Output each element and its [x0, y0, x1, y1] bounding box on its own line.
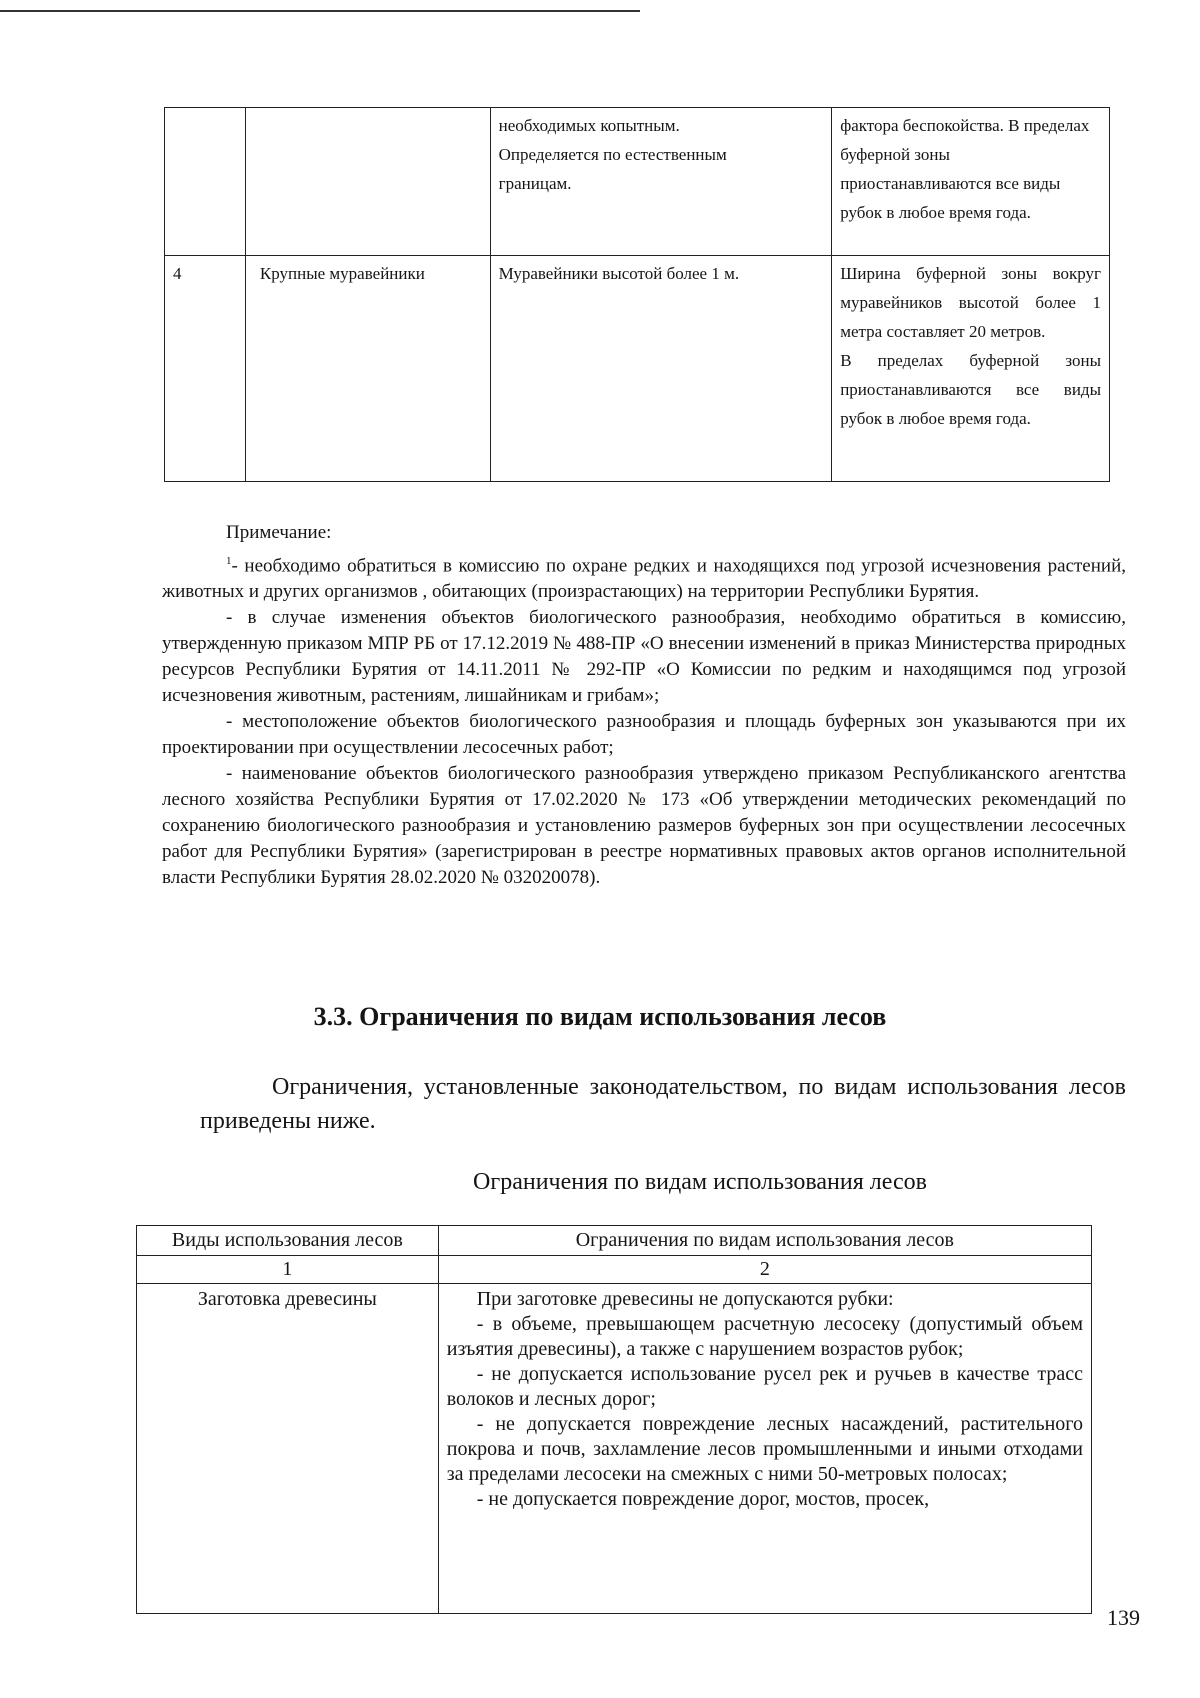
object-description: Муравейники высотой более 1 м. — [490, 256, 832, 482]
forest-use-restrictions-table — [136, 1225, 1092, 1614]
table-cell — [245, 108, 490, 256]
note-text: - необходимо обратиться в комиссию по охране редких и находящихся под угрозой исчезновения растений, животных и других организмов , обитающих (произрастающих) на территории Республики Бурятия. — [162, 555, 1126, 603]
restrictions — [438, 1284, 1091, 1614]
column-header: Ограничения по видам использования лесов — [438, 1226, 1091, 1256]
object-name: Крупные муравейники — [245, 256, 490, 482]
column-number-row — [137, 1256, 1092, 1284]
column-number: 1 — [137, 1256, 439, 1284]
table-cell — [165, 108, 246, 256]
column-header: Виды использования лесов — [137, 1226, 439, 1256]
table-cell: фактора беспокойства. В пределах буферной зоны приостанавливаются все виды рубок в любое время года. — [832, 108, 1110, 256]
cell-paragraph: В пределах буферной зоны приостанавливаются все виды рубок в любое время года. — [840, 351, 1101, 428]
page-number: 139 — [1107, 1605, 1140, 1630]
table-row — [165, 108, 1110, 256]
note-paragraph: - наименование объектов биологического разнообразия утверждено приказом Республиканского агентства лесного хозяйства Республики Бурятия от 17.02.2020 № 173 «Об утверждении методических рекомендаций по сохранению биологического разнообразия и установлению размеров буферных зон при осуществлении лесосечных работ для Республики Бурятия» (зарегистрирован в реестре нормативных правовых актов органов исполнительной власти Республики Бурятия 28.02.2020 № 032020078). — [162, 763, 1126, 889]
cell-line: Определяется по естественным — [498, 145, 727, 164]
restriction-line: - в объеме, превышающем расчетную лесосеку (допустимый объем изъятия древесины), а также с нарушением возрастов рубок; — [446, 1313, 1083, 1360]
table-title: Ограничения по видам использования лесов — [473, 1169, 927, 1195]
note-title: Примечание: — [226, 522, 332, 543]
restriction-line: - не допускается повреждение дорог, мостов, просек, — [476, 1488, 930, 1510]
row-number: 4 — [165, 256, 246, 482]
biodiversity-table — [164, 107, 1110, 482]
table-row — [137, 1284, 1092, 1614]
restriction-line: - не допускается использование русел рек и ручьев в качестве трасс волоков и лесных дорог; — [446, 1363, 1083, 1410]
scan-top-line — [0, 10, 640, 12]
cell-line: необходимых копытным. — [498, 116, 680, 135]
column-number: 2 — [438, 1256, 1091, 1284]
table-cell — [490, 108, 832, 256]
restriction-line: - не допускается повреждение лесных насаждений, растительного покрова и почв, захламление лесов промышленными и иными отходами за пределами лесосеки на смежных с ними 50-метровых полосах; — [446, 1413, 1083, 1485]
use-type: Заготовка древесины — [137, 1284, 439, 1614]
cell-line: границам. — [498, 174, 572, 193]
intro-paragraph: Ограничения, установленные законодательством, по видам использования лесов приведены ниже. — [200, 1074, 1126, 1134]
restriction-line: При заготовке древесины не допускаются рубки: — [476, 1288, 894, 1310]
cell-paragraph: Ширина буферной зоны вокруг муравейников высотой более 1 метра составляет 20 метров. — [840, 264, 1101, 341]
note-paragraph — [162, 548, 1126, 605]
note-paragraph: - в случае изменения объектов биологического разнообразия, необходимо обратиться в комиссию, утвержденную приказом МПР РБ от 17.12.2019 № 488-ПР «О внесении изменений в приказ Министерства природных ресурсов Республики Бурятия от 14.11.2011 № 292-ПР «О Комиссии по редким и находящимся под угрозой исчезновения животным, растениям, лишайникам и грибам»; — [162, 607, 1126, 707]
footnote-mark: 1 — [226, 555, 232, 567]
buffer-zone-description — [832, 256, 1110, 482]
table-header-row — [137, 1226, 1092, 1256]
note-paragraph: - местоположение объектов биологического разнообразия и площадь буферных зон указываются при их проектировании при осуществлении лесосечных работ; — [162, 711, 1126, 759]
table-row — [165, 256, 1110, 482]
section-heading: 3.3. Ограничения по видам использования лесов — [313, 1002, 887, 1031]
note-block — [162, 520, 1126, 891]
